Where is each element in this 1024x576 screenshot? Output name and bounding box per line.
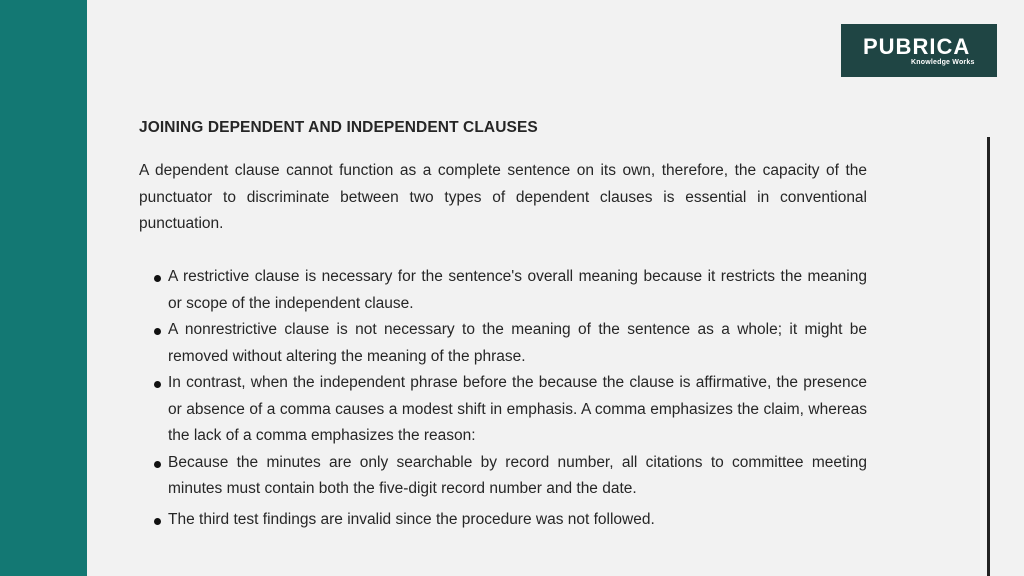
logo-wordmark: PUBRICA bbox=[863, 34, 971, 59]
bullet-dot-icon bbox=[154, 518, 161, 525]
bullet-item bbox=[151, 264, 867, 317]
bullet-text: In contrast, when the independent phrase before the because the clause is affirmative, the presence or absence of a comma causes a modest shift in emphasis. A comma emphasizes the claim, whereas the lack of a comma emphasizes the reason: bbox=[168, 374, 867, 444]
vertical-divider bbox=[987, 137, 990, 576]
logo-tagline: Knowledge Works bbox=[911, 59, 975, 66]
bullet-text: The third test findings are invalid since the procedure was not followed. bbox=[168, 510, 655, 528]
bullet-dot-icon bbox=[154, 328, 161, 335]
bullet-dot-icon bbox=[154, 381, 161, 388]
bullet-item bbox=[151, 450, 867, 503]
bullet-item bbox=[151, 370, 867, 450]
pubrica-logo bbox=[841, 24, 997, 77]
intro-paragraph: A dependent clause cannot function as a complete sentence on its own, therefore, the capacity of the punctuator to discriminate between two types of dependent clauses is essential in conventional punctuation. bbox=[139, 162, 867, 232]
bullet-text: A restrictive clause is necessary for the sentence's overall meaning because it restricts the meaning or scope of the independent clause. bbox=[168, 268, 867, 312]
bullet-list bbox=[151, 264, 867, 533]
bullet-dot-icon bbox=[154, 275, 161, 282]
slide-title: JOINING DEPENDENT AND INDEPENDENT CLAUSES bbox=[139, 119, 538, 136]
bullet-text: A nonrestrictive clause is not necessary to the meaning of the sentence as a whole; it might be removed without altering the meaning of the phrase. bbox=[168, 321, 867, 365]
bullet-text: Because the minutes are only searchable by record number, all citations to committee meeting minutes must contain both the five-digit record number and the date. bbox=[168, 453, 867, 497]
bullet-item bbox=[151, 317, 867, 370]
bullet-item bbox=[151, 507, 867, 534]
bullet-dot-icon bbox=[154, 461, 161, 468]
left-sidebar-band bbox=[0, 0, 87, 576]
